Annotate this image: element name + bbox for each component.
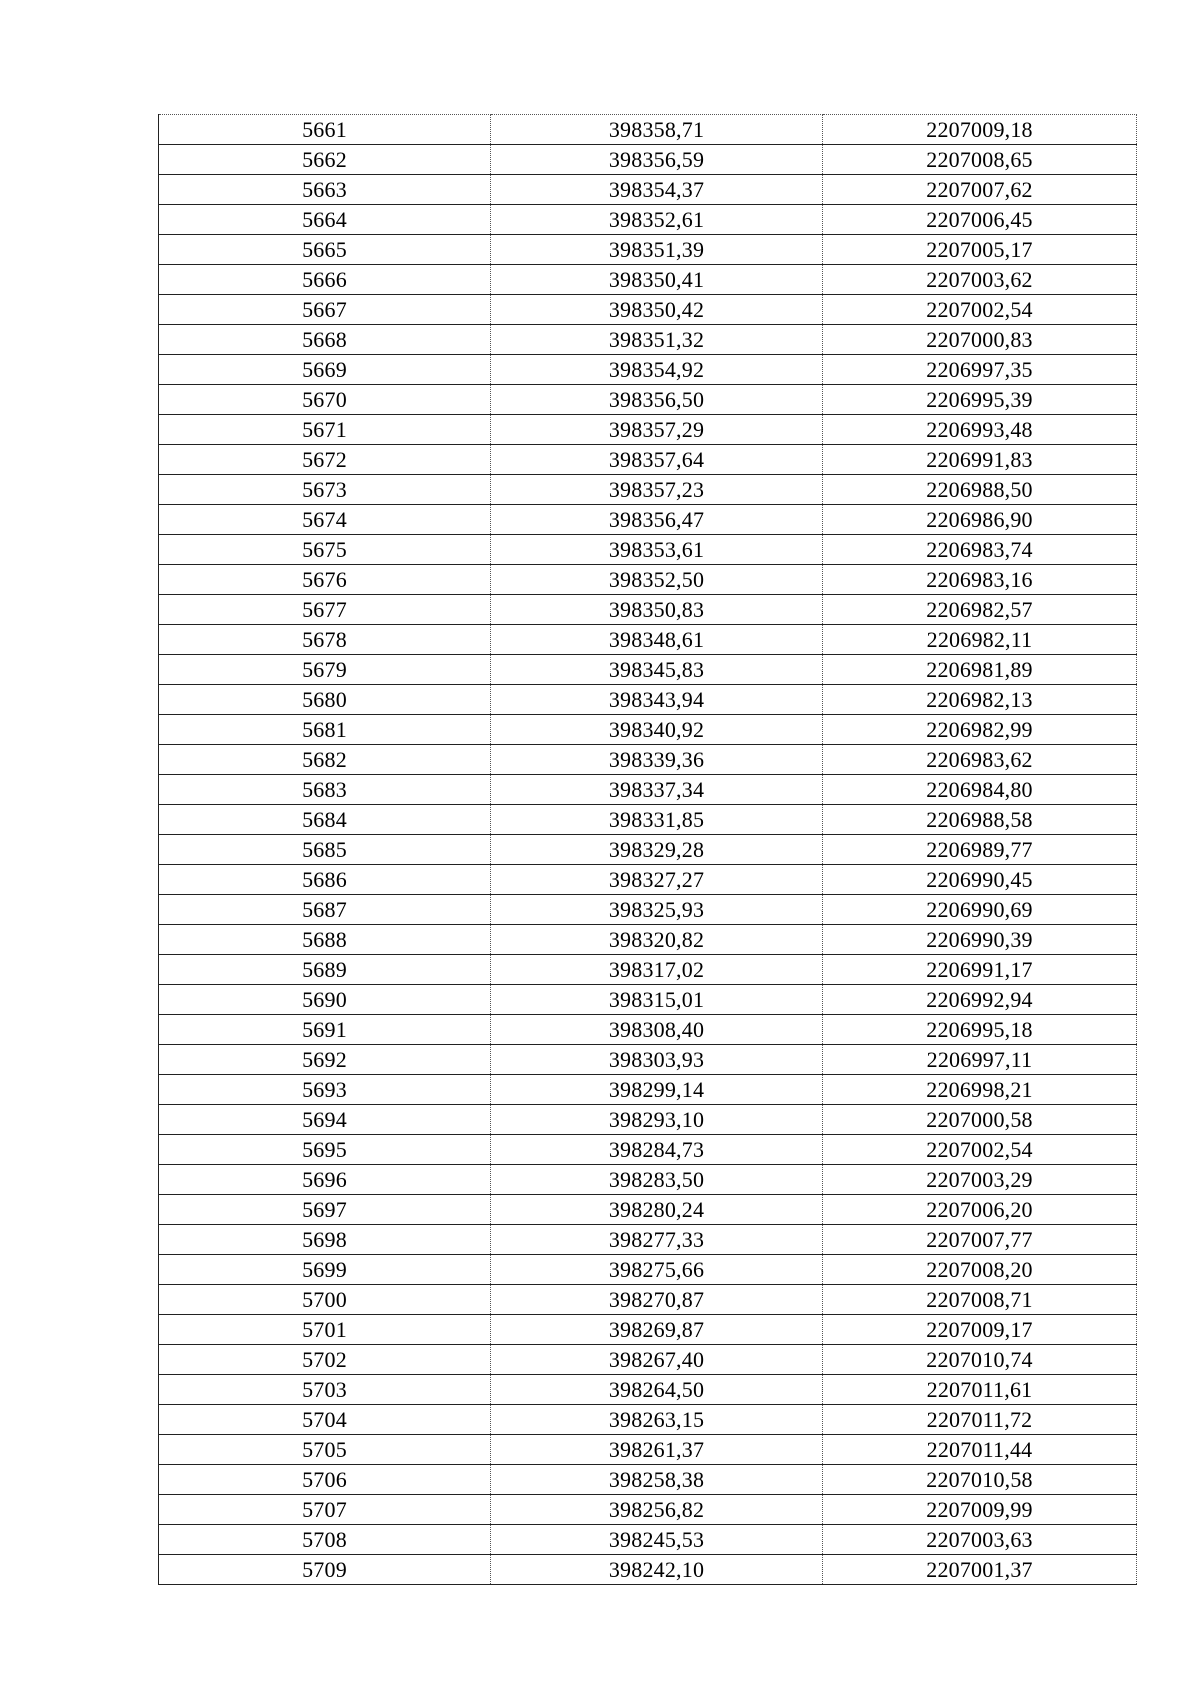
x-coordinate-cell: 398263,15 bbox=[491, 1405, 823, 1435]
y-coordinate-cell: 2207008,65 bbox=[823, 145, 1137, 175]
x-coordinate-cell: 398353,61 bbox=[491, 535, 823, 565]
table-row bbox=[159, 295, 1137, 325]
point-number-cell: 5674 bbox=[159, 505, 491, 535]
x-coordinate-cell: 398277,33 bbox=[491, 1225, 823, 1255]
y-coordinate-cell: 2207002,54 bbox=[823, 295, 1137, 325]
x-coordinate-cell: 398350,42 bbox=[491, 295, 823, 325]
table-row bbox=[159, 715, 1137, 745]
x-coordinate-cell: 398270,87 bbox=[491, 1285, 823, 1315]
y-coordinate-cell: 2207007,77 bbox=[823, 1225, 1137, 1255]
table-row bbox=[159, 445, 1137, 475]
table-row bbox=[159, 1525, 1137, 1555]
x-coordinate-cell: 398242,10 bbox=[491, 1555, 823, 1585]
point-number-cell: 5701 bbox=[159, 1315, 491, 1345]
y-coordinate-cell: 2207008,20 bbox=[823, 1255, 1137, 1285]
y-coordinate-cell: 2206982,13 bbox=[823, 685, 1137, 715]
y-coordinate-cell: 2206995,18 bbox=[823, 1015, 1137, 1045]
y-coordinate-cell: 2206984,80 bbox=[823, 775, 1137, 805]
x-coordinate-cell: 398303,93 bbox=[491, 1045, 823, 1075]
point-number-cell: 5700 bbox=[159, 1285, 491, 1315]
x-coordinate-cell: 398299,14 bbox=[491, 1075, 823, 1105]
x-coordinate-cell: 398356,59 bbox=[491, 145, 823, 175]
table-row bbox=[159, 1105, 1137, 1135]
y-coordinate-cell: 2206989,77 bbox=[823, 835, 1137, 865]
x-coordinate-cell: 398352,50 bbox=[491, 565, 823, 595]
table-row bbox=[159, 1345, 1137, 1375]
x-coordinate-cell: 398315,01 bbox=[491, 985, 823, 1015]
y-coordinate-cell: 2206981,89 bbox=[823, 655, 1137, 685]
table-row bbox=[159, 535, 1137, 565]
point-number-cell: 5708 bbox=[159, 1525, 491, 1555]
table-row bbox=[159, 985, 1137, 1015]
table-row bbox=[159, 325, 1137, 355]
table-row bbox=[159, 1045, 1137, 1075]
x-coordinate-cell: 398350,83 bbox=[491, 595, 823, 625]
x-coordinate-cell: 398267,40 bbox=[491, 1345, 823, 1375]
x-coordinate-cell: 398331,85 bbox=[491, 805, 823, 835]
y-coordinate-cell: 2206986,90 bbox=[823, 505, 1137, 535]
table-row bbox=[159, 745, 1137, 775]
x-coordinate-cell: 398348,61 bbox=[491, 625, 823, 655]
table-row bbox=[159, 355, 1137, 385]
point-number-cell: 5680 bbox=[159, 685, 491, 715]
point-number-cell: 5683 bbox=[159, 775, 491, 805]
x-coordinate-cell: 398357,29 bbox=[491, 415, 823, 445]
table-row bbox=[159, 1165, 1137, 1195]
y-coordinate-cell: 2206993,48 bbox=[823, 415, 1137, 445]
y-coordinate-cell: 2207010,58 bbox=[823, 1465, 1137, 1495]
table-row bbox=[159, 1225, 1137, 1255]
x-coordinate-cell: 398327,27 bbox=[491, 865, 823, 895]
table-row bbox=[159, 805, 1137, 835]
point-number-cell: 5671 bbox=[159, 415, 491, 445]
y-coordinate-cell: 2207009,17 bbox=[823, 1315, 1137, 1345]
point-number-cell: 5669 bbox=[159, 355, 491, 385]
point-number-cell: 5675 bbox=[159, 535, 491, 565]
coordinates-table-body bbox=[159, 115, 1137, 1585]
point-number-cell: 5697 bbox=[159, 1195, 491, 1225]
x-coordinate-cell: 398269,87 bbox=[491, 1315, 823, 1345]
table-row bbox=[159, 235, 1137, 265]
y-coordinate-cell: 2206990,39 bbox=[823, 925, 1137, 955]
y-coordinate-cell: 2206991,83 bbox=[823, 445, 1137, 475]
point-number-cell: 5707 bbox=[159, 1495, 491, 1525]
y-coordinate-cell: 2207008,71 bbox=[823, 1285, 1137, 1315]
y-coordinate-cell: 2206988,50 bbox=[823, 475, 1137, 505]
point-number-cell: 5684 bbox=[159, 805, 491, 835]
x-coordinate-cell: 398317,02 bbox=[491, 955, 823, 985]
point-number-cell: 5706 bbox=[159, 1465, 491, 1495]
y-coordinate-cell: 2207006,20 bbox=[823, 1195, 1137, 1225]
y-coordinate-cell: 2207002,54 bbox=[823, 1135, 1137, 1165]
point-number-cell: 5687 bbox=[159, 895, 491, 925]
y-coordinate-cell: 2207000,83 bbox=[823, 325, 1137, 355]
point-number-cell: 5690 bbox=[159, 985, 491, 1015]
point-number-cell: 5662 bbox=[159, 145, 491, 175]
table-row bbox=[159, 175, 1137, 205]
table-row bbox=[159, 385, 1137, 415]
table-row bbox=[159, 1015, 1137, 1045]
point-number-cell: 5663 bbox=[159, 175, 491, 205]
table-row bbox=[159, 1285, 1137, 1315]
x-coordinate-cell: 398345,83 bbox=[491, 655, 823, 685]
x-coordinate-cell: 398358,71 bbox=[491, 115, 823, 145]
x-coordinate-cell: 398258,38 bbox=[491, 1465, 823, 1495]
x-coordinate-cell: 398351,32 bbox=[491, 325, 823, 355]
y-coordinate-cell: 2207003,29 bbox=[823, 1165, 1137, 1195]
y-coordinate-cell: 2206982,99 bbox=[823, 715, 1137, 745]
x-coordinate-cell: 398308,40 bbox=[491, 1015, 823, 1045]
table-row bbox=[159, 1135, 1137, 1165]
table-row bbox=[159, 475, 1137, 505]
x-coordinate-cell: 398356,47 bbox=[491, 505, 823, 535]
y-coordinate-cell: 2206983,74 bbox=[823, 535, 1137, 565]
x-coordinate-cell: 398339,36 bbox=[491, 745, 823, 775]
point-number-cell: 5678 bbox=[159, 625, 491, 655]
table-row bbox=[159, 625, 1137, 655]
y-coordinate-cell: 2207000,58 bbox=[823, 1105, 1137, 1135]
point-number-cell: 5666 bbox=[159, 265, 491, 295]
point-number-cell: 5682 bbox=[159, 745, 491, 775]
x-coordinate-cell: 398325,93 bbox=[491, 895, 823, 925]
x-coordinate-cell: 398275,66 bbox=[491, 1255, 823, 1285]
x-coordinate-cell: 398256,82 bbox=[491, 1495, 823, 1525]
x-coordinate-cell: 398354,37 bbox=[491, 175, 823, 205]
point-number-cell: 5709 bbox=[159, 1555, 491, 1585]
x-coordinate-cell: 398351,39 bbox=[491, 235, 823, 265]
x-coordinate-cell: 398320,82 bbox=[491, 925, 823, 955]
table-row bbox=[159, 1375, 1137, 1405]
point-number-cell: 5698 bbox=[159, 1225, 491, 1255]
y-coordinate-cell: 2206997,11 bbox=[823, 1045, 1137, 1075]
table-row bbox=[159, 925, 1137, 955]
y-coordinate-cell: 2206990,69 bbox=[823, 895, 1137, 925]
point-number-cell: 5703 bbox=[159, 1375, 491, 1405]
x-coordinate-cell: 398245,53 bbox=[491, 1525, 823, 1555]
x-coordinate-cell: 398356,50 bbox=[491, 385, 823, 415]
x-coordinate-cell: 398352,61 bbox=[491, 205, 823, 235]
y-coordinate-cell: 2206998,21 bbox=[823, 1075, 1137, 1105]
y-coordinate-cell: 2207005,17 bbox=[823, 235, 1137, 265]
point-number-cell: 5667 bbox=[159, 295, 491, 325]
table-row bbox=[159, 1555, 1137, 1585]
x-coordinate-cell: 398284,73 bbox=[491, 1135, 823, 1165]
table-row bbox=[159, 775, 1137, 805]
y-coordinate-cell: 2206988,58 bbox=[823, 805, 1137, 835]
point-number-cell: 5691 bbox=[159, 1015, 491, 1045]
table-row bbox=[159, 1255, 1137, 1285]
point-number-cell: 5679 bbox=[159, 655, 491, 685]
point-number-cell: 5668 bbox=[159, 325, 491, 355]
x-coordinate-cell: 398354,92 bbox=[491, 355, 823, 385]
table-row bbox=[159, 685, 1137, 715]
point-number-cell: 5694 bbox=[159, 1105, 491, 1135]
point-number-cell: 5693 bbox=[159, 1075, 491, 1105]
x-coordinate-cell: 398337,34 bbox=[491, 775, 823, 805]
x-coordinate-cell: 398261,37 bbox=[491, 1435, 823, 1465]
table-row bbox=[159, 1495, 1137, 1525]
table-row bbox=[159, 955, 1137, 985]
x-coordinate-cell: 398357,23 bbox=[491, 475, 823, 505]
table-row bbox=[159, 1405, 1137, 1435]
point-number-cell: 5685 bbox=[159, 835, 491, 865]
table-row bbox=[159, 1435, 1137, 1465]
y-coordinate-cell: 2206982,57 bbox=[823, 595, 1137, 625]
y-coordinate-cell: 2207011,72 bbox=[823, 1405, 1137, 1435]
point-number-cell: 5689 bbox=[159, 955, 491, 985]
x-coordinate-cell: 398340,92 bbox=[491, 715, 823, 745]
y-coordinate-cell: 2206992,94 bbox=[823, 985, 1137, 1015]
x-coordinate-cell: 398280,24 bbox=[491, 1195, 823, 1225]
table-row bbox=[159, 145, 1137, 175]
point-number-cell: 5686 bbox=[159, 865, 491, 895]
point-number-cell: 5676 bbox=[159, 565, 491, 595]
y-coordinate-cell: 2206990,45 bbox=[823, 865, 1137, 895]
point-number-cell: 5670 bbox=[159, 385, 491, 415]
table-row bbox=[159, 265, 1137, 295]
table-row bbox=[159, 1075, 1137, 1105]
x-coordinate-cell: 398293,10 bbox=[491, 1105, 823, 1135]
y-coordinate-cell: 2207001,37 bbox=[823, 1555, 1137, 1585]
table-row bbox=[159, 1465, 1137, 1495]
table-row bbox=[159, 115, 1137, 145]
point-number-cell: 5702 bbox=[159, 1345, 491, 1375]
point-number-cell: 5705 bbox=[159, 1435, 491, 1465]
table-row bbox=[159, 1315, 1137, 1345]
y-coordinate-cell: 2206997,35 bbox=[823, 355, 1137, 385]
table-row bbox=[159, 895, 1137, 925]
x-coordinate-cell: 398329,28 bbox=[491, 835, 823, 865]
point-number-cell: 5692 bbox=[159, 1045, 491, 1075]
y-coordinate-cell: 2206982,11 bbox=[823, 625, 1137, 655]
point-number-cell: 5672 bbox=[159, 445, 491, 475]
point-number-cell: 5661 bbox=[159, 115, 491, 145]
y-coordinate-cell: 2207006,45 bbox=[823, 205, 1137, 235]
x-coordinate-cell: 398357,64 bbox=[491, 445, 823, 475]
x-coordinate-cell: 398343,94 bbox=[491, 685, 823, 715]
x-coordinate-cell: 398264,50 bbox=[491, 1375, 823, 1405]
y-coordinate-cell: 2206983,16 bbox=[823, 565, 1137, 595]
table-row bbox=[159, 565, 1137, 595]
table-row bbox=[159, 655, 1137, 685]
table-row bbox=[159, 1195, 1137, 1225]
y-coordinate-cell: 2207011,44 bbox=[823, 1435, 1137, 1465]
y-coordinate-cell: 2207007,62 bbox=[823, 175, 1137, 205]
table-row bbox=[159, 865, 1137, 895]
y-coordinate-cell: 2206995,39 bbox=[823, 385, 1137, 415]
point-number-cell: 5673 bbox=[159, 475, 491, 505]
y-coordinate-cell: 2207009,99 bbox=[823, 1495, 1137, 1525]
y-coordinate-cell: 2207011,61 bbox=[823, 1375, 1137, 1405]
x-coordinate-cell: 398283,50 bbox=[491, 1165, 823, 1195]
point-number-cell: 5664 bbox=[159, 205, 491, 235]
table-row bbox=[159, 505, 1137, 535]
table-row bbox=[159, 415, 1137, 445]
y-coordinate-cell: 2206991,17 bbox=[823, 955, 1137, 985]
point-number-cell: 5688 bbox=[159, 925, 491, 955]
point-number-cell: 5665 bbox=[159, 235, 491, 265]
y-coordinate-cell: 2207003,63 bbox=[823, 1525, 1137, 1555]
y-coordinate-cell: 2207003,62 bbox=[823, 265, 1137, 295]
point-number-cell: 5695 bbox=[159, 1135, 491, 1165]
point-number-cell: 5704 bbox=[159, 1405, 491, 1435]
table-row bbox=[159, 835, 1137, 865]
y-coordinate-cell: 2207010,74 bbox=[823, 1345, 1137, 1375]
point-number-cell: 5699 bbox=[159, 1255, 491, 1285]
point-number-cell: 5681 bbox=[159, 715, 491, 745]
point-number-cell: 5677 bbox=[159, 595, 491, 625]
point-number-cell: 5696 bbox=[159, 1165, 491, 1195]
table-row bbox=[159, 595, 1137, 625]
x-coordinate-cell: 398350,41 bbox=[491, 265, 823, 295]
y-coordinate-cell: 2206983,62 bbox=[823, 745, 1137, 775]
table-row bbox=[159, 205, 1137, 235]
y-coordinate-cell: 2207009,18 bbox=[823, 115, 1137, 145]
coordinates-table bbox=[158, 114, 1137, 1585]
